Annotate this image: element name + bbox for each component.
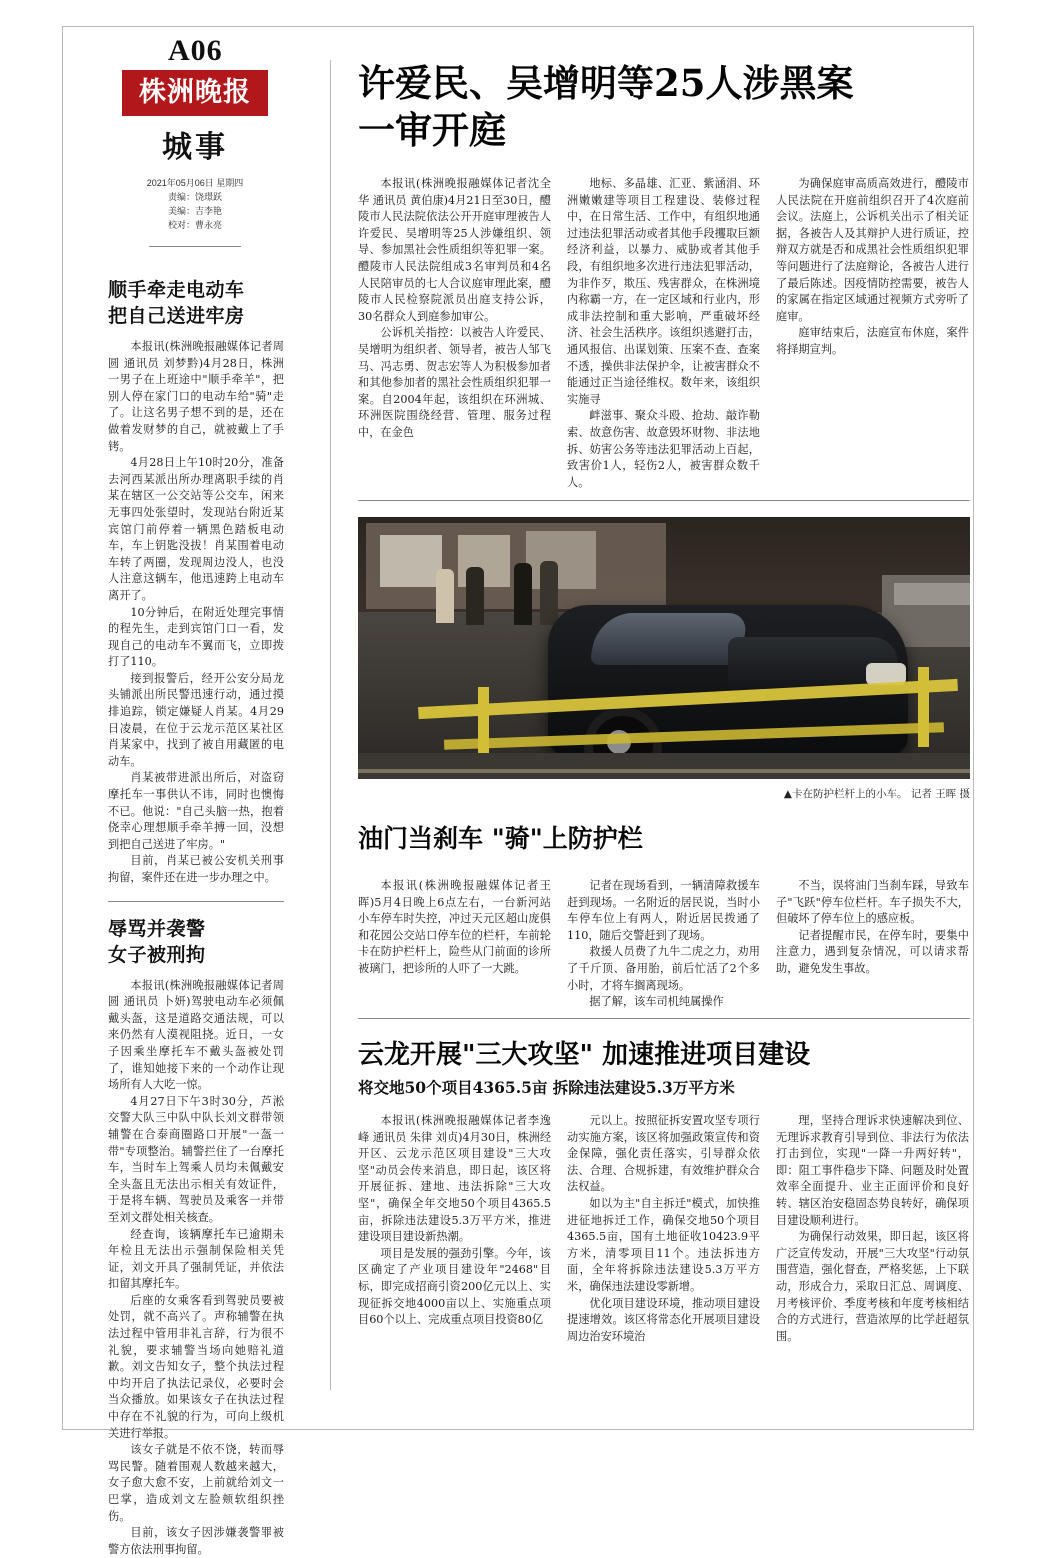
paragraph: 据了解，该车司机纯属操作 [589,995,724,1009]
rail-story-columns [358,878,970,1011]
story-body [108,978,284,1558]
photo-caption: ▲卡在防护栏杆上的小车。 记者 王晖 摄 [783,788,970,800]
paragraph: 后座的女乘客看到驾驶员要被处罚，就不高兴了。声称辅警在执法过程中管用非礼言辞，行为很不礼貌，要求辅警当场向她赔礼道歉。刘文告知女子，整个执法过程中均开启了执法记录仪，必要时会当众播放。如果该女子在执法过程中存在不礼貌的行为，可向上级机关进行举报。 [108,1293,284,1440]
paragraph: 庭审结束后，法庭宣布休庭，案件将择期宣判。 [776,326,969,356]
paragraph: 接到报警后，经开公安分局龙头铺派出所民警迅速行动，通过摸排追踪，锁定嫌疑人肖某。4月29日凌晨，在位于云龙示范区某社区肖某家中，找到了被自用藏匿的电动车。 [108,671,284,768]
photo-window [380,535,442,587]
lead-story [358,60,970,491]
rail-story-headline: 油门当刹车 "骑"上防护栏 [358,824,643,853]
rail-column-2 [567,878,760,1011]
yunlong-column-1 [358,1113,551,1345]
story-electric-bike [108,277,284,887]
paragraph: 救援人员费了九牛二虎之力，劝用了千斤顶、备用胎，前后忙活了2个多小时，才将车搁离现场。 [567,945,760,992]
headline-line-2: 把自己送进牢房 [108,305,245,327]
paragraph: 项目是发展的强劲引擎。今年，该区确定了产业项目建设年"2468"目标，即完成招商引资200亿元以上、实现征拆交地4000亩以上、实施重点项目60个以上、完成重点项目投资80亿 [358,1246,551,1327]
story-body [108,339,284,887]
rail-column-1 [358,878,551,1011]
photo-guardrail-post [918,667,929,747]
column-divider [330,60,331,1390]
lead-body-columns [358,176,970,491]
headline-line-1: 顺手牵走电动车 [108,279,245,301]
paragraph: 肖某被带进派出所后，对盗窃摩托车一事供认不讳，同时也懊悔不已。他说："自己头脑一热，抱着侥幸心理想顺手牵羊搏一回，没想到把自己送进了牢房。" [108,771,284,851]
paragraph: 优化项目建设环境，推动项目建设提速增效。该区将常态化开展项目建设周边治安环境治 [567,1296,760,1343]
yunlong-story-subhead: 将交地50个项目4365.5亩 拆除违法建设5.3万平方米 [358,1078,735,1097]
paragraph: 地标、多晶雄、汇亚、紫涵涓、环洲嫩嫩建等项目工程建设、装修过程中，在日常生活、工作中，有组织地通过违法犯罪活动或者其他手段攫取巨额经济利益，以暴力、威胁或者其他手段，有组织地多次进行违法犯罪活动，为非作歹，欺压、残害群众，在株洲境内称霸一方，在一定区域和行业内，形成非法控制和重大影响，严重破坏经济、社会生活秩序。该组织逃避打击，通风报信、出谋划策、压案不查、查案不透，操供非法保护伞，让被害群众不能通过正当途径维权。数年来，该组织实施寻 [567,177,760,406]
paragraph: 记者提醒市民，在停车时，要集中注意力，遇到复杂情况，可以请求帮助，避免发生事故。 [776,928,969,975]
paragraph: 元以上。按照征拆安置攻坚专项行动实施方案，该区将加强政策宣传和资金保障，强化责任落实，引导群众依法、合理、合规拆建，有效维护群众合法权益。 [567,1114,760,1194]
paragraph: 目前，该女子因涉嫌袭警罪被警方依法刑事拘留。 [108,1526,284,1556]
publish-date: 2021年05月06日 星期四 [146,178,244,188]
paragraph: 目前，肖某已被公安机关刑事拘留，案件还在进一步办理之中。 [108,854,284,884]
photo-person [436,569,454,623]
story-police-assault [108,916,284,1558]
proofreader-line: 校对：曹永亮 [167,220,222,230]
paragraph: 本报讯(株洲晚报融媒体记者王晖)5月4日晚上6点左右，一台新河站小车停车时失控，冲过天元区超山庞俱和花园公交站口停车位的栏杆，车前轮卡在防护栏杆上，险些从门前面的诊所被璃门，把诊所的人吓了一大跳。 [358,879,551,975]
yunlong-story-columns [358,1113,970,1345]
masthead-meta [110,176,280,232]
paragraph: 该女子就是不依不饶，转而辱骂民警。随着围观人数越来越大，女子愈大愈不安，上前就给刘文一巴掌，造成刘文左脸颊软组织挫伤。 [108,1443,284,1523]
left-column [108,277,284,1558]
designer-line: 美编：吉李艳 [167,206,222,216]
headline-line-1: 辱骂并袭警 [108,917,206,940]
masthead [110,70,280,247]
photo-curb [358,753,970,779]
headline-line-2: 一审开庭 [358,108,506,152]
yunlong-story-headline: 云龙开展"三大攻坚" 加速推进项目建设 [358,1040,811,1070]
photo-person [540,561,558,625]
masthead-divider [149,246,241,247]
photo-person [514,563,532,625]
section-divider-2 [358,1018,970,1019]
lead-column-3 [776,176,969,491]
paragraph: 理，坚持合理诉求快速解决到位、无理诉求教育引导到位、非法行为依法打击到位，实现"一降一升两好转"，即：阻工事件稳步下降、问题及时处置效率全面提升、业主正面评价和良好转、辖区治安稳固态势良转好，确保项目建设顺利进行。 [776,1114,969,1227]
photo-window [526,531,596,589]
paragraph: 衅滋事、聚众斗殴、抢劫、敲诈勒索、故意伤害、故意毁坏财物、非法地拆、妨害公务等违法犯罪活动上百起，致害价1人，轻伤2人，被害群众数千人。 [567,409,760,489]
yunlong-column-2 [567,1113,760,1345]
section-title: 城事 [162,130,228,165]
rail-column-3 [776,878,969,1011]
paragraph: 10分钟后，在附近处理完事情的程先生，走到宾馆门口一看，发现自己的电动车不翼而飞，立即拨打了110。 [108,605,284,669]
paragraph: 为确保行动效果，即日起，该区将广泛宣传发动，开展"三大攻坚"行动氛围营造，强化督查，严格奖惩，上下联动，形成合力，采取日汇总、周调度、月考核评价、季度考核和年度考核相结合的方式进行，营造浓厚的比学赶超氛围。 [776,1230,969,1343]
photo-lane-marking [358,769,970,773]
yunlong-column-3 [776,1113,969,1345]
paragraph: 公诉机关指控：以被告人许爱民、吴增明为组织者、领导者，被告人邹飞马、冯志勇、贺志宏等人为积极参加者和其他参加者的黑社会性质组织犯罪一案。自2004年起，该组织在环洲城、环洲医院围绕经营、管理、服务过程中，在金色 [358,326,551,439]
paragraph: 4月28日上午10时20分，准备去河西某派出所办理离职手续的肖某在辖区一公交站等公交车，闲来无事四处张望时，发现站台附近某宾馆门前停着一辆黑色踏板电动车，车上钥匙没拔！肖某围着电动车转了两圈，发现周边没人，也没人注意这辆车，他迅速跨上电动车离开了。 [108,456,284,602]
paragraph: 为确保庭审高质高效进行，醴陵市人民法院在开庭前组织召开了4次庭前会议。法庭上，公诉机关出示了相关证据，各被告人及其辩护人进行质证，控辩双方就是否和成黑社会性质组织犯罪等问题进行了法庭辩论，各被告人进行了最后陈述。因疫情防控需要，被告人的家属在指定区域通过视频方式旁听了庭审。 [776,177,969,323]
paragraph: 不当，误将油门当刹车踩，导致车子"飞跃"停车位栏杆。车子损失不大，但破坏了停车位上的感应板。 [776,879,969,926]
paragraph: 记者在现场看到，一辆清障救援车赶到现场。一名附近的居民说，当时小车停车位上有两人，附近居民拨通了110，随后交警赶到了现场。 [567,879,760,942]
photo-truck-bed [894,583,970,605]
paragraph: 如以为主"自主拆迁"模式，加快推进征地拆迁工作，确保交地50个项目4365.5亩，国有土地征收10423.9平方米，清零项目11个。违法拆违方面，全年将拆除违法建设5.3万平方米，确保违法建设零新增。 [567,1196,760,1293]
headline-line-2: 女子被刑拘 [108,943,206,966]
story-divider [108,901,284,902]
section-divider-1 [358,500,970,501]
paragraph: 本报讯(株洲晚报融媒体记者周圆 通讯员 刘梦黔)4月28日，株洲一男子在上班途中"顺手牵羊"，把别人停在家门口的电动车给"骑"走了。让这名男子想不到的是，还在做着发财梦的自己，就被戴上了手铐。 [108,340,284,453]
paragraph: 本报讯(株洲晚报融媒体记者沈全华 通讯员 黄伯康)4月21日至30日，醴陵市人民法院依法公开开庭审理被告人许爱民、吴增明等25人涉嫌组织、领导、参加黑社会性质组织等犯罪一案。醴陵市人民法院组成3名审判员和4名人民陪审员的七人合议庭审理此案，醴陵市人民检察院派员出庭支持公诉，30名群众人到庭参加审公。 [358,177,551,323]
lead-column-1 [358,176,551,491]
photo-person [466,567,484,625]
photo-car-windshield [589,613,748,665]
paragraph: 4月27日下午3时30分，芦淞交警大队三中队中队长刘文群带领辅警在合泰商圈路口开展"一盔一带"专项整治。辅警拦住了一台摩托车，当时车上驾乘人员均未佩戴安全头盔且无法出示相关有效证件，于是将车辆、驾驶员及乘客一并带至刘文群处相关核查。 [108,1094,284,1224]
lead-column-2 [567,176,760,491]
page-number: A06 [168,34,223,67]
newspaper-logo: 株洲晚报 [122,70,268,116]
photo-guardrail-post [478,687,489,753]
paragraph: 经查询，该辆摩托车已逾期未年检且无法出示强制保险相关凭证，刘文开具了强制凭证，并依法扣留其摩托车。 [108,1227,284,1291]
headline-line-1: 许爱民、吴增明等25人涉黑案 [358,61,854,105]
news-photo [358,517,970,779]
story-headline [108,916,284,968]
lead-headline [358,60,970,154]
paragraph: 本报讯(株洲晚报融媒体记者周圆 通讯员 卜妍)驾驶电动车必须佩戴头盔，这是道路交通法规，可以来仍然有人漠视阻挠。近日，一女子因乘坐摩托车不戴头盔被处罚了，谁知她接下来的一个动作让现场所有人大吃一惊。 [108,978,284,1092]
editor-line: 责编：饶璟跃 [167,192,222,202]
paragraph: 本报讯(株洲晚报融媒体记者李逸峰 通讯员 朱律 刘贞)4月30日，株洲经开区、云龙示范区项目建设"三大攻坚"动员会传来消息，即日起，该区将开展征拆、建地、违法拆除"三大攻坚"，确保全年交地50个项目4365.5亩，拆除违法建设5.3万平方米，推进建设项目建设新热潮。 [358,1114,552,1244]
story-headline [108,277,284,329]
